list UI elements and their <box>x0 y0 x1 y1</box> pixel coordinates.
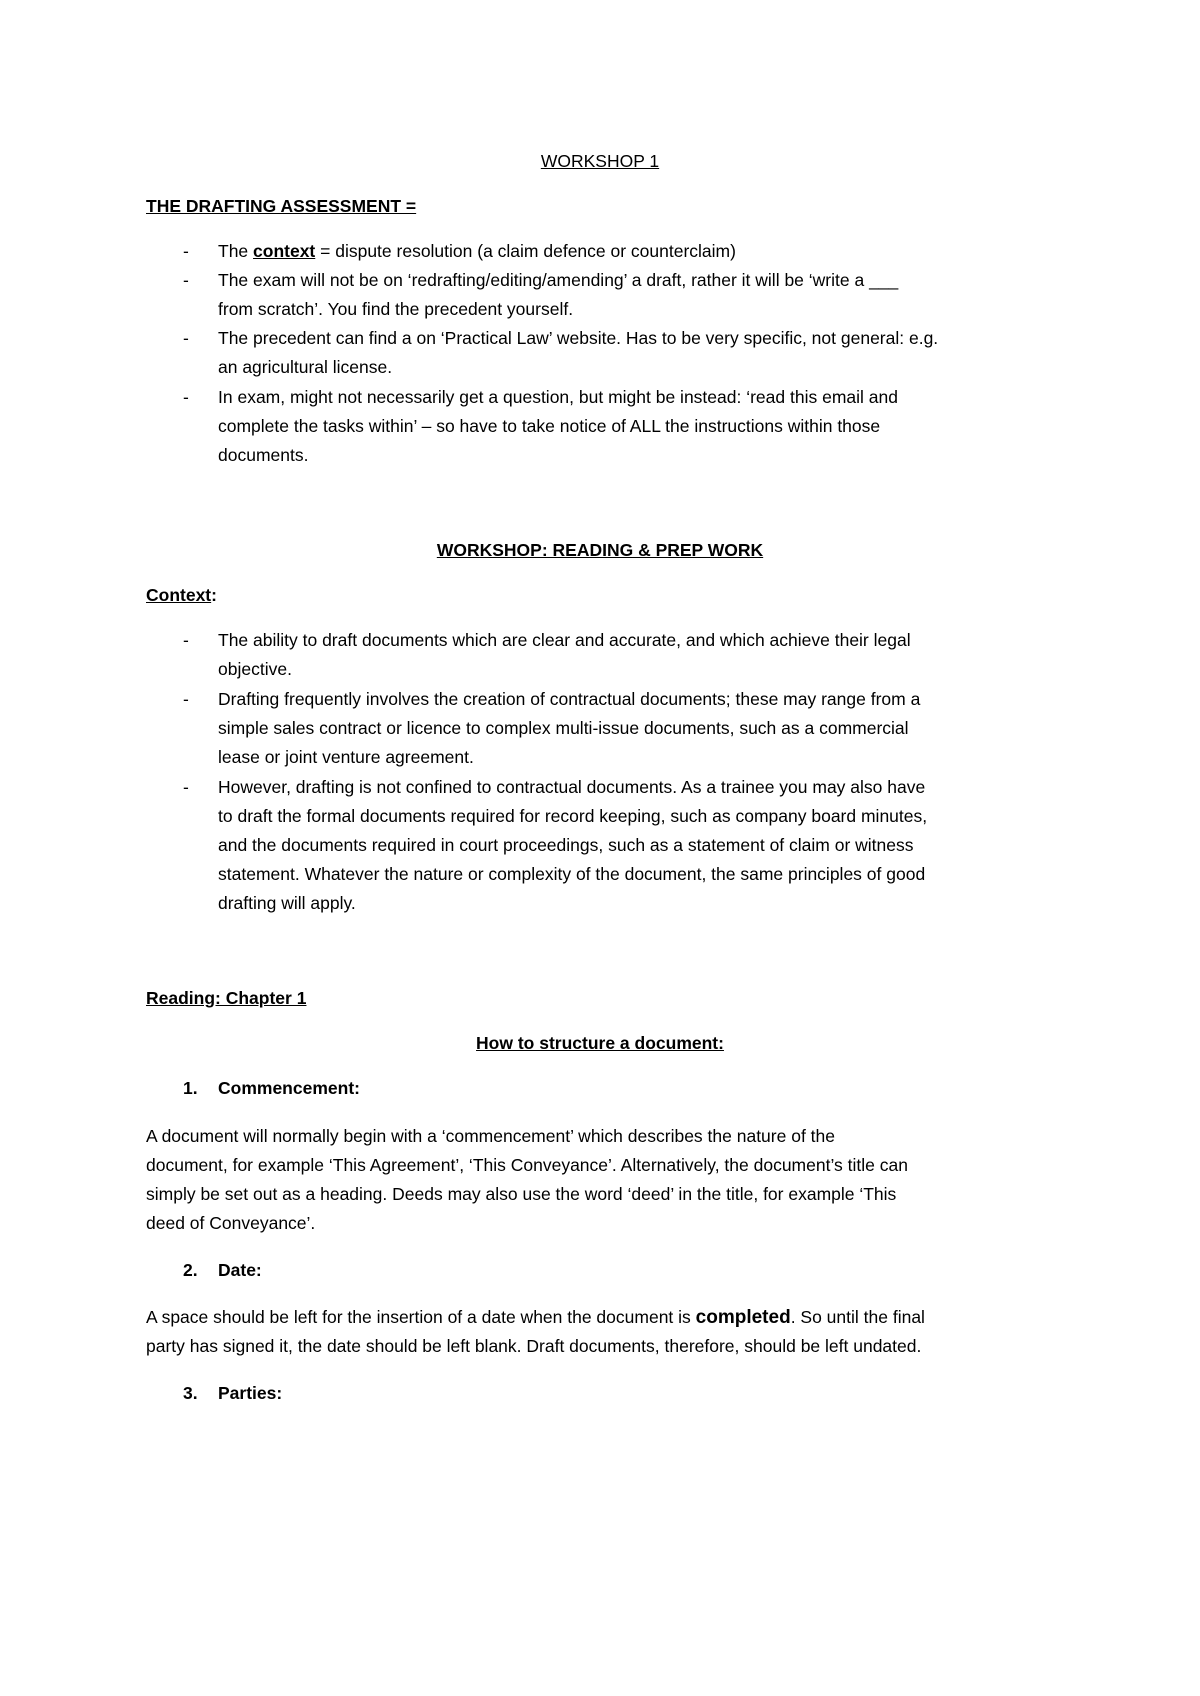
paragraph-line: A space should be left for the insertion of a date when the document is completed. So until the final <box>146 1307 925 1328</box>
assessment-heading: THE DRAFTING ASSESSMENT = <box>146 196 417 216</box>
paragraph-line: document, for example ‘This Agreement’, ‘This Conveyance’. Alternatively, the document’s title can <box>146 1155 908 1175</box>
bullet-dash: - <box>183 387 189 407</box>
bullet-text: Drafting frequently involves the creation of contractual documents; these may range from a <box>218 689 921 709</box>
bullet-text: lease or joint venture agreement. <box>218 747 474 767</box>
bullet-dash: - <box>183 689 189 709</box>
bullet-text: an agricultural license. <box>218 357 393 377</box>
list-label-date: Date: <box>218 1260 262 1280</box>
context-heading: Context: <box>146 585 217 605</box>
bullet-dash: - <box>183 630 189 650</box>
structure-title: How to structure a document: <box>476 1033 724 1053</box>
paragraph-line: party has signed it, the date should be left blank. Draft documents, therefore, should be left undated. <box>146 1336 922 1356</box>
completed-keyword: completed <box>695 1307 791 1328</box>
workshop1-title: WORKSHOP 1 <box>540 151 660 171</box>
bullet-text: documents. <box>218 445 309 465</box>
reading-chapter-label: Reading: Chapter 1 <box>146 988 307 1008</box>
bullet-text: complete the tasks within’ – so have to take notice of ALL the instructions within those <box>218 416 881 436</box>
bullet-text: The precedent can find a on ‘Practical Law’ website. Has to be very specific, not general: e.g. <box>218 328 939 348</box>
bullet-text: The exam will not be on ‘redrafting/editing/amending’ a draft, rather it will be ‘write a ___ <box>218 270 899 290</box>
reading-prep-title: WORKSHOP: READING & PREP WORK <box>436 540 764 560</box>
paragraph-line: A document will normally begin with a ‘commencement’ which describes the nature of the <box>146 1126 835 1146</box>
bullet-text: to draft the formal documents required for record keeping, such as company board minutes, <box>218 806 928 826</box>
bullet-text: The context = dispute resolution (a claim defence or counterclaim) <box>218 241 736 261</box>
context-keyword: context <box>253 241 316 261</box>
list-label-commencement: Commencement: <box>218 1078 360 1098</box>
bullet-dash: - <box>183 777 189 797</box>
bullet-text: objective. <box>218 659 292 679</box>
bullet-text: statement. Whatever the nature or complexity of the document, the same principles of good <box>218 864 926 884</box>
bullet-text: In exam, might not necessarily get a question, but might be instead: ‘read this email and <box>218 387 898 407</box>
bullet-text: from scratch’. You find the precedent yourself. <box>218 299 574 319</box>
paragraph-line: deed of Conveyance’. <box>146 1213 316 1233</box>
list-number: 3. <box>183 1383 198 1403</box>
bullet-text: and the documents required in court proceedings, such as a statement of claim or witness <box>218 835 914 855</box>
list-label-parties: Parties: <box>218 1383 283 1403</box>
bullet-dash: - <box>183 270 189 290</box>
bullet-dash: - <box>183 328 189 348</box>
list-number: 1. <box>183 1078 198 1098</box>
bullet-text: However, drafting is not confined to contractual documents. As a trainee you may also have <box>218 777 926 797</box>
bullet-dash: - <box>183 241 189 261</box>
bullet-text: drafting will apply. <box>218 893 356 913</box>
bullet-text: The ability to draft documents which are clear and accurate, and which achieve their legal <box>218 630 911 650</box>
bullet-text: simple sales contract or licence to complex multi-issue documents, such as a commercial <box>218 718 909 738</box>
paragraph-line: simply be set out as a heading. Deeds may also use the word ‘deed’ in the title, for example ‘This <box>146 1184 897 1204</box>
list-number: 2. <box>183 1260 198 1280</box>
